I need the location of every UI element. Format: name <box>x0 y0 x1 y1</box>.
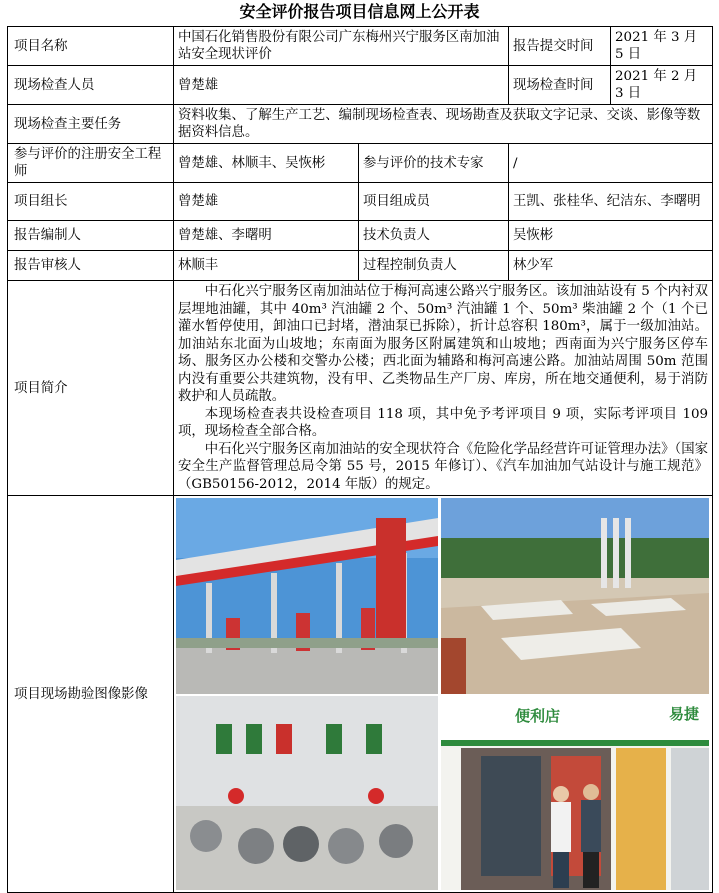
submit-time-label: 报告提交时间 <box>509 27 611 66</box>
editor-value: 曾楚雄、李曙明 <box>174 221 359 251</box>
photo-convenience-store <box>441 696 709 890</box>
reviewer-label: 报告审核人 <box>8 251 174 281</box>
submit-time-value: 2021 年 3 月 5 日 <box>611 27 713 66</box>
info-table <box>7 26 713 893</box>
tech-lead-value: 吴恢彬 <box>509 221 713 251</box>
tech-lead-label: 技术负责人 <box>359 221 509 251</box>
inspector-value: 曾楚雄 <box>174 66 509 105</box>
page-title: 安全评价报告项目信息网上公开表 <box>239 2 480 21</box>
tasks-label: 现场检查主要任务 <box>8 105 174 144</box>
inspector-label: 现场检查人员 <box>8 66 174 105</box>
editor-label: 报告编制人 <box>8 221 174 251</box>
photos-label: 项目现场勘验图像影像 <box>8 496 174 893</box>
process-lead-label: 过程控制负责人 <box>359 251 509 281</box>
intro-content <box>174 281 713 496</box>
reviewer-value: 林顺丰 <box>174 251 359 281</box>
tasks-value: 资料收集、了解生产工艺、编制现场检查表、现场勘查及获取文字记录、交谈、影像等数据资料信息。 <box>174 105 713 144</box>
project-name-value: 中国石化销售股份有限公司广东梅州兴宁服务区南加油站安全现状评价 <box>174 27 509 66</box>
leader-value: 曾楚雄 <box>174 183 359 221</box>
members-value: 王凯、张桂华、纪洁东、李曙明 <box>509 183 713 221</box>
project-name-label: 项目名称 <box>8 27 174 66</box>
process-lead-value: 林少军 <box>509 251 713 281</box>
intro-label: 项目简介 <box>8 281 174 496</box>
engineers-value: 曾楚雄、林顺丰、吴恢彬 <box>174 144 359 183</box>
photo-canopy <box>176 498 438 694</box>
inspect-time-label: 现场检查时间 <box>509 66 611 105</box>
photo-grid <box>174 496 713 893</box>
photo-valves <box>176 696 438 890</box>
photo-tank-area <box>441 498 709 694</box>
members-label: 项目组成员 <box>359 183 509 221</box>
store-sign: 便利店 <box>515 707 561 725</box>
inspect-time-value: 2021 年 2 月 3 日 <box>611 66 713 105</box>
brand-sign: 易捷 <box>669 705 700 723</box>
leader-label: 项目组长 <box>8 183 174 221</box>
intro-paragraph: 中石化兴宁服务区南加油站的安全现状符合《危险化学品经营许可证管理办法》（国家安全生产监督管理总局令第 55 号，2015 年修订）、《汽车加油加气站设计与施工规范》（GB50156-2012，2014 年版）的规定。 <box>178 441 709 492</box>
engineers-label: 参与评价的注册安全工程师 <box>8 144 174 183</box>
experts-label: 参与评价的技术专家 <box>359 144 509 183</box>
intro-paragraph: 本现场检查表共设检查项目 118 项，其中免予考评项目 9 项，实际考评项目 109 项，现场检查全部合格。 <box>178 406 709 439</box>
intro-paragraph: 中石化兴宁服务区南加油站位于梅河高速公路兴宁服务区。该加油站设有 5 个内衬双层埋地油罐，其中 40m³ 汽油罐 2 个、50m³ 汽油罐 1 个、50m³ 柴油罐 2 个（1 个已灌水暂停使用，卸油口已封堵，潜油泵已拆除），折计总容积 180m³，属于一级加油站。加油站东北面为山坡地；东南面为服务区附属建筑和山坡地；西南面为兴宁服务区停车场、服务区办公楼和交警办公楼；西北面为辅路和梅河高速公路。加油站周围 50m 范围内没有重要公共建筑物，没有甲、乙类物品生产厂房、库房，所在地交通便利，易于消防救护和人员疏散。 <box>178 284 709 404</box>
experts-value: / <box>509 144 713 183</box>
